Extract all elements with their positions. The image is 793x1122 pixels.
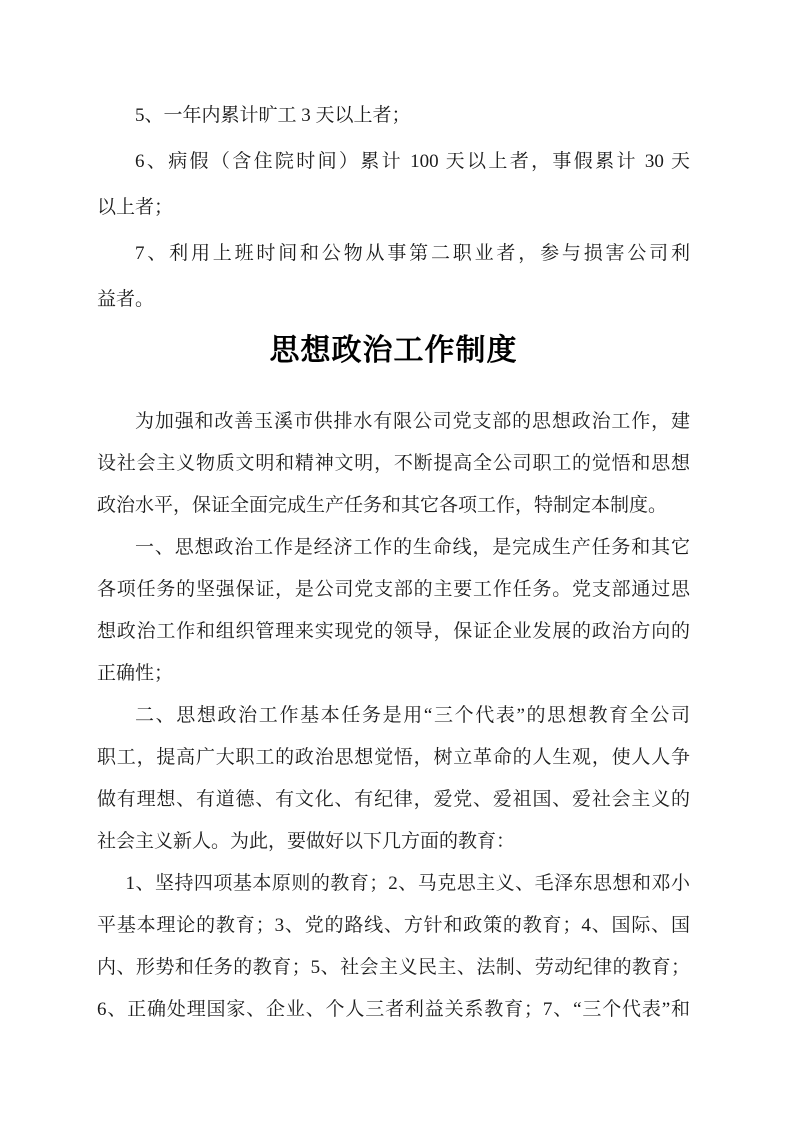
text-line: 做有理想、有道德、有文化、有纪律，爱党、爱祖国、爱社会主义的 (97, 789, 690, 810)
text-line: 职工，提高广大职工的政治思想觉悟，树立革命的人生观，使人人争 (97, 747, 690, 768)
text-line: 以上者； (97, 197, 174, 218)
text-line: 5、一年内累计旷工 3 天以上者； (135, 105, 411, 126)
text-line: 平基本理论的教育；3、党的路线、方针和政策的教育；4、国际、国 (97, 915, 690, 936)
text-line: 为加强和改善玉溪市供排水有限公司党支部的思想政治工作，建 (135, 411, 690, 432)
text-line: 1、坚持四项基本原则的教育；2、马克思主义、毛泽东思想和邓小 (125, 873, 690, 894)
text-line: 设社会主义物质文明和精神文明，不断提高全公司职工的觉悟和思想 (97, 453, 690, 474)
paragraph (97, 93, 690, 139)
text-line: 益者。 (97, 289, 155, 310)
text-line: 7、利用上班时间和公物从事第二职业者，参与损害公司利 (135, 243, 690, 264)
document-title: 思想政治工作制度 (269, 334, 518, 367)
text-line: 正确性； (97, 663, 174, 684)
paragraph (97, 527, 690, 695)
text-line: 想政治工作和组织管理来实现党的领导，保证企业发展的政治方向的 (97, 621, 690, 642)
text-line: 政治水平，保证全面完成生产任务和其它各项工作，特制定本制度。 (97, 495, 668, 516)
text-line: 各项任务的坚强保证，是公司党支部的主要工作任务。党支部通过思 (97, 579, 690, 600)
text-line: 一、思想政治工作是经济工作的生命线，是完成生产任务和其它 (135, 537, 690, 558)
text-line: 社会主义新人。为此，要做好以下几方面的教育： (97, 831, 516, 852)
paragraph (97, 231, 690, 323)
text-line: 内、形势和任务的教育；5、社会主义民主、法制、劳动纪律的教育； (97, 957, 690, 978)
paragraph (97, 139, 690, 231)
body-paragraphs-section (97, 401, 690, 1031)
text-line: 6、正确处理国家、企业、个人三者利益关系教育；7、“三个代表”和 (97, 999, 690, 1020)
paragraph (97, 695, 690, 863)
paragraph (97, 863, 690, 1031)
text-line: 6、病假（含住院时间）累计 100 天以上者，事假累计 30 天 (135, 151, 690, 172)
top-clauses-section (97, 93, 690, 323)
text-line: 二、思想政治工作基本任务是用“三个代表”的思想教育全公司 (135, 705, 690, 726)
paragraph (97, 401, 690, 527)
